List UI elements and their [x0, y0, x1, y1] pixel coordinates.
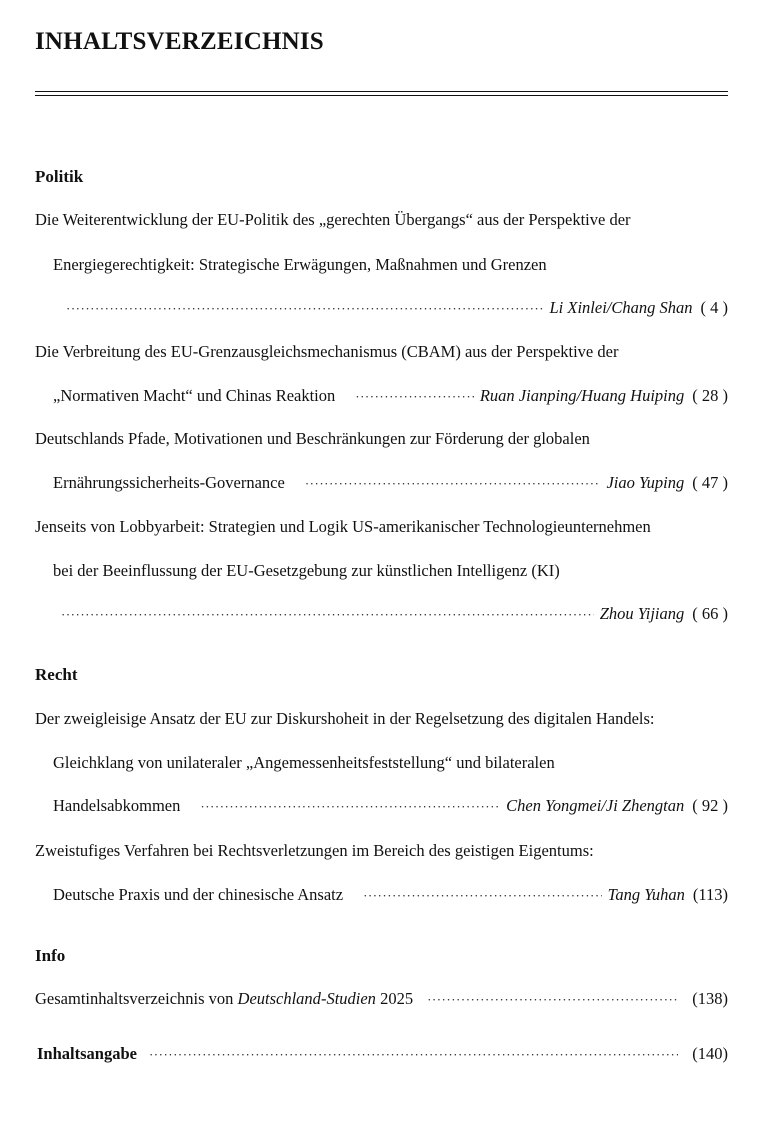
- toc-entry-1-line2: Energiegerechtigkeit: Strategische Erwägungen, Maßnahmen und Grenzen: [53, 255, 547, 274]
- toc-entry-1-line1: Die Weiterentwicklung der EU-Politik des „gerechten Übergangs“ aus der Perspektive der: [35, 210, 631, 229]
- toc-entry-8-label: Inhaltsangabe: [37, 1044, 137, 1063]
- toc-entry-8-leader[interactable]: [37, 1044, 728, 1064]
- toc-entry-1-page: ( 4 ): [700, 298, 728, 317]
- toc-entry-2-page: ( 28 ): [692, 386, 728, 405]
- toc-entry-3-page: ( 47 ): [692, 473, 728, 492]
- toc-entry-4-line2: bei der Beeinflussung der EU-Gesetzgebung zur künstlichen Intelligenz (KI): [53, 561, 560, 580]
- toc-entry-4-line1: Jenseits von Lobbyarbeit: Strategien und Logik US-amerikanischer Technologieunternehmen: [35, 517, 651, 536]
- toc-entry-6-page: (113): [692, 885, 728, 904]
- dot-leader: [305, 476, 601, 492]
- toc-entry-5-author: Chen Yongmei/Ji Zhengtan: [506, 796, 685, 815]
- toc-entry-2-line1: Die Verbreitung des EU-Grenzausgleichsmechanismus (CBAM) aus der Perspektive der: [35, 342, 619, 361]
- dot-leader: [427, 992, 678, 1008]
- toc-entry-7-prefix: Gesamtinhaltsverzeichnis von: [35, 989, 238, 1008]
- section-heading-recht: Recht: [35, 665, 78, 684]
- dot-leader: [61, 607, 594, 623]
- toc-entry-5-page: ( 92 ): [692, 796, 728, 815]
- toc-entry-2-leader[interactable]: [53, 386, 728, 406]
- title-rule-bottom: [35, 95, 728, 96]
- dot-leader: [355, 389, 474, 405]
- dot-leader: [66, 301, 543, 317]
- toc-entry-7-suffix: 2025: [375, 989, 414, 1008]
- dot-leader: [200, 799, 500, 815]
- toc-entry-6-line1: Zweistufiges Verfahren bei Rechtsverletzungen im Bereich des geistigen Eigentums:: [35, 841, 594, 860]
- toc-entry-4-leader[interactable]: [55, 604, 728, 624]
- toc-entry-7-title: [35, 989, 413, 1009]
- toc-entry-2-author: Ruan Jianping/Huang Huiping: [479, 386, 685, 405]
- page-title: INHALTSVERZEICHNIS: [35, 28, 324, 55]
- toc-entry-4-author: Zhou Yijiang: [599, 604, 685, 623]
- dot-leader: [149, 1047, 678, 1063]
- toc-entry-2-line2: „Normativen Macht“ und Chinas Reaktion: [53, 386, 336, 405]
- toc-entry-7-leader[interactable]: [35, 989, 728, 1009]
- dot-leader: [363, 888, 602, 904]
- toc-entry-7-dash: -: [320, 989, 327, 1008]
- toc-entry-1-author: Li Xinlei/Chang Shan: [549, 298, 693, 317]
- toc-entry-5-line3: Handelsabkommen: [53, 796, 181, 815]
- toc-entry-5-line2: Gleichklang von unilateraler „Angemessenheitsfeststellung“ und bilateralen: [53, 753, 555, 772]
- toc-entry-3-line1: Deutschlands Pfade, Motivationen und Beschränkungen zur Förderung der globalen: [35, 429, 590, 448]
- toc-entry-4-page: ( 66 ): [692, 604, 728, 623]
- toc-entry-1-leader[interactable]: [60, 298, 728, 318]
- toc-entry-6-leader[interactable]: [53, 885, 728, 905]
- toc-entry-3-author: Jiao Yuping: [606, 473, 685, 492]
- toc-entry-5-leader[interactable]: [53, 796, 728, 816]
- toc-entry-3-line2: Ernährungssicherheits-Governance: [53, 473, 285, 492]
- toc-entry-8-page: (140): [692, 1044, 728, 1063]
- toc-entry-6-author: Tang Yuhan: [607, 885, 685, 904]
- toc-entry-7-page: (138): [692, 989, 728, 1008]
- toc-entry-3-leader[interactable]: [53, 473, 728, 493]
- toc-entry-5-line1: Der zweigleisige Ansatz der EU zur Diskurshoheit in der Regelsetzung des digitalen Handels:: [35, 709, 655, 728]
- section-heading-info: Info: [35, 946, 66, 965]
- section-heading-politik: Politik: [35, 167, 84, 186]
- title-rule-top: [35, 91, 728, 92]
- toc-entry-6-line2: Deutsche Praxis und der chinesische Ansatz: [53, 885, 344, 904]
- toc-entry-7-italic2: Studien: [326, 989, 376, 1008]
- toc-entry-7-italic1: Deutschland: [237, 989, 321, 1008]
